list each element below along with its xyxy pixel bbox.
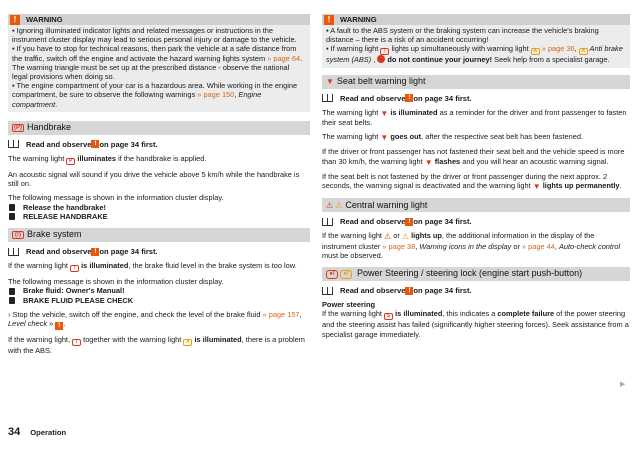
paragraph: The warning light ▼ is illuminated as a reminder for the driver and front passenger to fasten their seat belts. — [322, 107, 627, 128]
warning-icon: ! — [91, 140, 99, 148]
right-column — [322, 0, 630, 339]
abs-icon: A — [579, 48, 588, 55]
paragraph: An acoustic signal will sound if you drive the vehicle above 5 km/h while the handbrake is still on. — [8, 170, 300, 189]
read-observe-line: Read and observe ! on page 34 first. — [322, 217, 630, 226]
section-header-brake — [8, 228, 310, 242]
display-message: BRAKE FLUID PLEASE CHECK — [8, 296, 310, 305]
page-link[interactable]: » page 157 — [262, 309, 300, 319]
section-title: Brake system — [27, 229, 82, 240]
read-observe-line: Read and observe ! on page 34 first. — [8, 140, 310, 149]
section-title: Power Steering / steering lock (engine start push-button) — [357, 268, 583, 279]
abs-icon: A — [183, 339, 192, 346]
warning-title: WARNING — [340, 14, 377, 24]
warning-header — [322, 14, 630, 25]
warning-icon: ! — [91, 248, 99, 256]
brake-icon: ! — [70, 265, 79, 272]
page-footer — [8, 428, 66, 437]
book-icon — [322, 287, 333, 295]
page-link[interactable]: » page 36 — [541, 44, 575, 54]
warning-box-left — [8, 14, 310, 112]
warning-triangle-yellow-icon: ⚠ — [335, 200, 343, 210]
left-column — [8, 0, 310, 355]
step-arrow-icon: › — [8, 309, 11, 319]
paragraph: The following message is shown in the information cluster display. — [8, 277, 224, 287]
section-title: Seat belt warning light — [336, 76, 426, 86]
warning-bullet: ▪ A fault to the ABS system or the braking system can increase the vehicle's braking distance – there is a risk of an accident occurring! — [326, 26, 599, 45]
warning-bullet: ▪ Ignoring illuminated indicator lights and related messages or instructions in the instrument cluster display may lead to serious personal injury or damage to the vehicle. — [12, 26, 297, 45]
warning-bullet: ▪ If you have to stop for technical reasons, then park the vehicle at a safe distance from the traffic, switch off the engine and activate the hazard warning lights system » page 64. The warning triangle must be set up at the prescribed distance - observe the national legal provisions when doing so. — [12, 44, 303, 82]
display-icon — [9, 204, 15, 211]
warning-header — [8, 14, 310, 25]
steering-yellow-icon: ●! — [340, 270, 352, 279]
book-icon — [322, 218, 333, 226]
display-message: Release the handbrake! — [8, 203, 310, 212]
steering-red-icon: ●! — [326, 270, 338, 279]
warning-body — [8, 25, 310, 112]
page-link[interactable]: » page 38 — [382, 241, 416, 251]
display-icon — [9, 297, 15, 304]
page-link[interactable]: » page 44 — [521, 241, 555, 251]
footer-section: Operation — [30, 428, 67, 437]
warning-body — [322, 25, 630, 68]
handbrake-icon: P — [66, 158, 75, 165]
warning-icon: ! — [405, 287, 413, 295]
paragraph: If the warning light ! is illuminated, the brake fluid level in the brake system is too low. — [8, 261, 297, 272]
section-title: Handbrake — [27, 122, 72, 133]
paragraph: If the seat belt is not fastened by the driver or front passenger during the next approx. 2 seconds, the warning signal is deactivated and the warning light ▼ lights up permanently. — [322, 171, 622, 192]
display-icon — [9, 288, 15, 295]
page-number: 34 — [8, 426, 21, 438]
display-message: RELEASE HANDBRAKE — [8, 212, 310, 221]
abs-icon: A — [531, 48, 540, 55]
warning-triangle-red-icon: ⚠ — [384, 232, 392, 242]
warning-icon: ! — [10, 15, 20, 25]
paragraph: If the driver or front passenger has not fastened their seat belt and the vehicle speed is more than 30 km/h, the warning light ▼ flashes and you will hear an acoustic warning signal. — [322, 147, 625, 167]
handbrake-icon: (P) — [14, 124, 22, 131]
paragraph: The warning light ▼ goes out, after the respective seat belt has been fastened. — [322, 132, 584, 143]
brake-icon: ! — [380, 48, 389, 55]
warning-icon: ! — [405, 218, 413, 226]
display-message: Brake fluid: Owner's Manual! — [8, 286, 310, 295]
warning-icon: ! — [324, 15, 334, 25]
seatbelt-icon: ▼ — [532, 182, 541, 192]
warning-title: WARNING — [26, 14, 63, 24]
book-icon — [8, 140, 19, 148]
warning-box-right — [322, 14, 630, 68]
paragraph: The warning light P illuminates if the handbrake is applied. — [8, 154, 207, 165]
paragraph: The following message is shown in the information cluster display. — [8, 193, 224, 203]
warning-triangle-red-icon: ⚠ — [326, 200, 334, 210]
section-header-central — [322, 198, 630, 212]
warning-triangle-yellow-icon: ⚠ — [401, 232, 410, 242]
page-link[interactable]: » page 150 — [197, 90, 235, 100]
warning-icon: ! — [55, 322, 63, 330]
continue-arrow-icon: ▶ — [620, 381, 626, 388]
brake-icon: ! — [72, 339, 81, 346]
section-title: Central warning light — [345, 199, 428, 210]
read-observe-line: Read and observe ! on page 34 first. — [322, 286, 630, 295]
instruction-step: › Stop the vehicle, switch off the engine, and check the level of the brake fluid » page 157, Level check » ! . — [8, 309, 302, 330]
section-header-seatbelt — [322, 75, 630, 89]
book-icon — [322, 94, 333, 102]
read-observe-line: Read and observe ! on page 34 first. — [8, 247, 310, 256]
warning-icon: ! — [405, 94, 413, 102]
read-observe-line: Read and observe ! on page 34 first. — [322, 94, 630, 103]
paragraph: If the warning light, ! together with the warning light A is illuminated, there is a problem with the ABS. — [8, 335, 305, 356]
page-link[interactable]: » page 64 — [267, 53, 301, 63]
brake-icon: (!) — [12, 231, 24, 239]
steering-red-icon: S — [384, 313, 393, 320]
warning-bullet: ▪ The engine compartment of your car is a hazardous area. While working in the engine compartment, be sure to observe the following warnings » page 150, Engine compartment. — [12, 81, 298, 109]
paragraph: If the warning light S is illuminated, this indicates a complete failure of the power steering and the steering assist has failed (significantly higher steering forces). Seek assistance from a specialist garage immediately. — [322, 309, 629, 339]
seatbelt-icon: ▼ — [380, 108, 389, 118]
seatbelt-icon: ▼ — [424, 157, 433, 167]
paragraph: If the warning light ⚠ or ⚠ lights up, the additional information in the display of the instrument cluster » page 38, Warning icons in the display or » page 44, Auto-check control must be observed. — [322, 231, 621, 260]
display-icon — [9, 213, 15, 220]
seatbelt-icon: ▼ — [380, 133, 389, 143]
section-header-steering — [322, 267, 630, 281]
book-icon — [8, 248, 19, 256]
seatbelt-icon: ▼ — [326, 77, 334, 86]
warning-bullet: ▪ If warning light ! lights up simultaneously with warning light A » page 36, A Anti brake system (ABS) , do not continue your journey! Seek help from a specialist garage. — [326, 44, 623, 65]
subheading: Power steering — [322, 300, 375, 310]
section-header-handbrake — [8, 121, 310, 135]
